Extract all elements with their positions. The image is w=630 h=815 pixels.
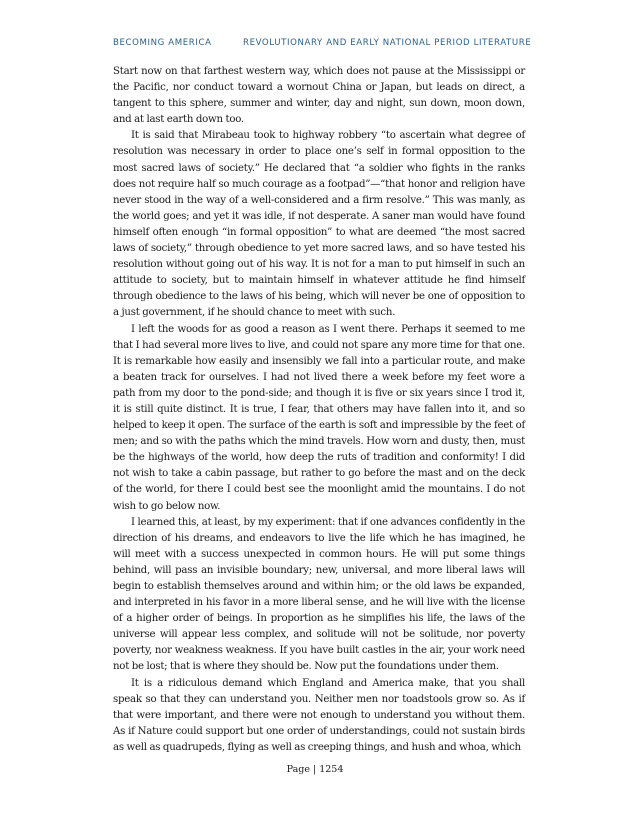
section-title: REVOLUTIONARY AND EARLY NATIONAL PERIOD LITERATURE <box>243 38 532 48</box>
page-number: Page | 1254 <box>286 764 344 775</box>
paragraph: I left the woods for as good a reason as I went there. Perhaps it seemed to me that I had several more lives to live, and could not spare any more time for that one. It is remarkable how easily and insensibly we fall into a particular route, and make a beaten track for ourselves. I had not lived there a week before my feet wore a path from my door to the pond-side; and though it is five or six years since I trod it, it is still quite distinct. It is true, I fear, that others may have fallen into it, and so helped to keep it open. The surface of the earth is soft and impressible by the feet of men; and so with the paths which the mind travels. How worn and dusty, then, must be the highways of the world, how deep the ruts of tradition and conformity! I did not wish to take a cabin passage, but rather to go before the mast and on the deck of the world, for there I could best see the moonlight amid the mountains. I do not wish to go below now. <box>113 323 525 512</box>
paragraph: I learned this, at least, by my experiment: that if one advances confidently in the direction of his dreams, and endeavors to live the life which he has imagined, he will meet with a success unexpected in common hours. He will put some things behind, will pass an invisible boundary; new, universal, and more liberal laws will begin to establish themselves around and within him; or the old laws be expanded, and interpreted in his favor in a more liberal sense, and he will live with the license of a higher order of beings. In proportion as he simplifies his life, the laws of the universe will appear less complex, and solitude will not be solitude, nor poverty poverty, nor weakness weakness. If you have built castles in the air, your work need not be lost; that is where they should be. Now put the foundations under them. <box>113 516 525 673</box>
body-text <box>113 64 525 756</box>
running-header <box>113 38 532 48</box>
paragraph: It is a ridiculous demand which England and America make, that you shall speak so that they can understand you. Neither men nor toadstools grow so. As if that were important, and there were not enough to understand you without them. As if Nature could support but one order of understandings, could not sustain birds as well as quadrupeds, flying as well as creeping things, and hush and whoa, which <box>113 677 525 753</box>
paragraph: It is said that Mirabeau took to highway robbery “to ascertain what degree of resolution was necessary in order to place one’s self in formal opposition to the most sacred laws of society.” He declared that “a soldier who fights in the ranks does not require half so much courage as a footpad”—“that honor and religion have never stood in the way of a well-considered and a firm resolve.” This was manly, as the world goes; and yet it was idle, if not desperate. A saner man would have found himself often enough “in formal opposition” to what are deemed “the most sacred laws of society,” through obedience to yet more sacred laws, and so have tested his resolution without going out of his way. It is not for a man to put himself in such an attitude to society, but to maintain himself in whatever attitude he find himself through obedience to the laws of his being, which will never be one of opposition to a just government, if he should chance to meet with such. <box>113 130 525 319</box>
book-title: BECOMING AMERICA <box>113 38 212 48</box>
paragraph: Start now on that farthest western way, which does not pause at the Mississippi or the Pacific, nor conduct toward a wornout China or Japan, but leads on direct, a tangent to this sphere, summer and winter, day and night, sun down, moon down, and at last earth down too. <box>113 66 525 126</box>
